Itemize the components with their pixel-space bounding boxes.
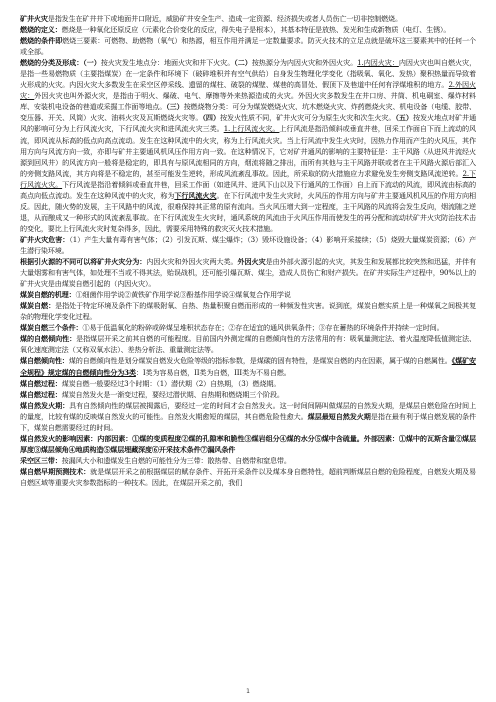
text-run: ①易于低温氧化的粉碎或碎煤呈堆积状态存在；②存在适宜的通风供氧条件；③存在蓄热的环境条件并持续一定时间。 [82, 323, 444, 333]
text-run: 内因火灾也叫自燃火灾，是指一些易燃物质（主要指煤炭）在一定条件和环境下（破碎堆积并有空气供给）自身发生物理化学变化（指吸氧、氧化、发热）聚积热量而导致着火形成的火灾。内因火灾大多数发生在采空区停采线、遗留的煤柱、破裂的煤壁、煤巷的高冒处、假顶下及巷道中任何有浮煤堆积的地方。 [20, 58, 476, 90]
bold-text-run: （五） [395, 113, 413, 123]
text-run: 是由外部火源引起的火灾，其发生和发展都比较突然和迅猛，并伴有大量烟雾和有害气体，如处理不当或不得其法，贻误战机，还可能引爆瓦斯、煤尘，造成人员伤亡和财产损失。在矿井实际生产过程中，90%以上的矿井火灾是由煤炭自燃引起的（内因火灾）。 [20, 257, 476, 289]
text-run: 按燃烧物分类：可分为煤炭燃烧火灾、坑木燃烧火灾、炸药燃烧火灾、机电设备（电缆、胶带、变压器、开关、风筒）火灾、油料火灾及瓦斯燃烧火灾等。 [20, 102, 476, 123]
text-run: 1.内因火灾： [357, 58, 399, 68]
bold-text-run: 根据引火源的不同可以将矿井火灾分为： [20, 257, 147, 267]
text-run: 外因火灾也叫外源火灾，是指由于明火、爆破、电气、摩擦等外来热源造成的火灾。外因火灾多数发生在井口房、井筒、机电硐室、爆炸材料库、安装机电设备的巷道或采掘工作面等地点。 [20, 91, 476, 112]
text-run: 是指处于特定环境及条件下的煤吸附氧、自热、热量积聚自燃而形成的一种频发性灾害。说到底，煤炭自燃实质上是一种煤氧之间极其复杂的物理化学变化过程。 [20, 301, 476, 322]
bold-text-run: 煤层最短自然发火期 [307, 411, 371, 421]
bold-text-run: 采空区三带： [20, 455, 62, 465]
bold-text-run: （二） [234, 58, 252, 68]
text-run: 1.上行风流火灾。 [223, 124, 280, 134]
text-run: ：Ⅰ类为容易自燃，II类为自燃，III类为不易自燃。 [135, 367, 291, 377]
text-run: 就是煤层开采之前根据煤层的赋存条件、开拓开采条件以及煤本身自燃特性，超前判断煤层自燃的危险程度，自燃发火期及易自燃区域等重要火灾参数指标的一种技术。因此，在煤层开采之前，我们 [20, 466, 476, 487]
paragraph [20, 333, 476, 355]
text-run: 内因火灾和外因火灾两大类。 [146, 257, 238, 267]
text-run: 按漏风大小和遗煤发生自燃的可能性分为三带：散热带、自燃带和窒息带。 [61, 455, 291, 465]
text-run: 是指在最有利于煤自燃发展的条件下，煤炭自燃需要经过的时间。 [20, 411, 476, 432]
bold-text-run: 燃烧的定义： [20, 25, 62, 35]
bold-text-run: 矿井火灾 [20, 14, 48, 23]
text-run: 2.下行风流火灾。 [20, 168, 476, 189]
paragraph [20, 24, 476, 35]
text-run: 煤炭自然发火是一渐变过程，要经过潜伏期、自热期和燃烧期三个阶段。 [61, 389, 284, 399]
paragraph [20, 378, 476, 389]
bold-text-run: 煤自然发火的影响因素： [20, 433, 98, 443]
text-run: 在下行风流发生火灾时，通风系统的风流由于火风压作用而使发生的再分配和流动状矿井火灾防治技术击的变化，要比上行风流火灾时复杂得多，因此，需要采用特殊的救灾灭火技术措施。 [20, 212, 476, 233]
text-run: 燃烧三要素：可燃物、助燃物（氧气）和热源，相互作用并满足一定数量要求。防灭火技术的立足点就是破坏这三要素其中的任何一个或全部。 [20, 36, 476, 57]
bold-text-run: 煤炭自燃： [20, 301, 56, 311]
paragraph [20, 400, 476, 433]
paragraph [20, 35, 476, 57]
text-run: 。在下行风流中发生火灾时，火风压的作用方向与矿井主要通风机风压的作用方向相反。因此，随火势的发展，主干风路中的风流，很难保持其正常的原有流向。当火风压增大到一定程度，主干风路的风流将会发生反向，烟流随之逆退，从而酿成又一种形式的风流紊乱事故。 [20, 190, 476, 222]
paragraph [20, 289, 476, 300]
text-run: （1）产生大量有毒有害气体；（2）引发瓦斯、煤尘爆炸；（3）毁坏设施设备；（4）影响开采接续；（5）烧毁大量煤炭资源；（6）产生潜行染环境。 [20, 234, 476, 255]
bold-text-run: 外因火灾 [237, 257, 266, 267]
bold-text-run: 煤炭自燃三个条件： [20, 323, 83, 333]
bold-text-run: 燃烧的分类及形成：（一） [20, 58, 101, 68]
text-run: 燃烧是一种氧化还原反应（元素化合价变化的反应，得失电子是根本），其基本特征是放热、发光和生成新物质（电灯、生锈）。 [61, 25, 451, 35]
text-run: 下行风流是指沿着倾斜或垂直井巷，回采工作面（如进风井、进风下山以及下行通风的工作面）自上而下流动的风流，即风流由标高的高点向低点流动。发生在这种风流中的火灾，称为 [20, 179, 476, 200]
bold-text-run: 燃烧的条件即 [20, 36, 63, 46]
text-run: 具有自然倾向性的煤层被揭露后，要经过一定的时间才会自然发火。这一时间间隔叫做煤层的自然发火期，是煤层自燃危险在时间上的量度，比较有煤的反映煤自然发火的可能性。自然发火期愈短的煤层，其自燃危险性愈大。 [20, 400, 476, 421]
page-number: 1 [246, 688, 250, 695]
paragraph [20, 355, 476, 377]
paragraph [20, 322, 476, 333]
bold-text-run: 下行风流火灾 [174, 190, 217, 200]
bold-text-run: （三） [166, 102, 184, 112]
text-run: 煤炭自燃一般要经过3个时期：（1）潜伏期（2）自热期，（3）燃烧期。 [61, 378, 281, 388]
bold-text-run: 矿井火灾危害： [20, 234, 70, 244]
bold-text-run: 《煤矿安全规程》规定煤的自燃倾向性分为3类 [20, 356, 476, 377]
document-body [20, 13, 476, 681]
text-run: 按发火性质不同，矿井火灾可分为原生火灾和次生火灾。 [219, 113, 396, 123]
text-run: 按发火地点对矿井通风的影响可分为上行风流火灾，下行风流火灾和进风流火灾三类。 [20, 113, 476, 134]
bold-text-run: 煤自燃过程： [20, 389, 62, 399]
paragraph [20, 234, 476, 256]
text-run: 是指发生在矿井井下或地面井口附近，威胁矿井安全生产、造成一定资源、经济损失或者人员伤亡一切非控制燃烧。 [47, 14, 402, 23]
bold-text-run: （四） [202, 113, 220, 123]
text-run: 上行风流是指沿倾斜或垂直井巷，回采工作面自下而上流动的风流，即风流从标高的低点向高点流动。发生在这种风流中的火灾，称为上行风流火灾。当上行风流中发生火灾时，因热力作用而产生的火风压，其作用方向与风流方向一致，亦即与矿井主要通风机风压作用方向一致。在这种情况下，它对矿井通风的影响的主要特征是：主干风路（从进风井流经火源到回风井）的风流方向一般将是稳定的，即具有与原风流相同的方向，烟流将随之排出，而所有其他与主干风路并联或者在主干风路火源后部汇入的旁侧支路风流，其方向将是不稳定的，甚至可能发生逆转，形成风流紊乱事故。因此，所采取的防火措施应力求避免发生旁侧支路风流逆转。 [20, 124, 476, 178]
text-run: 按热源分为内因火灾和外因火灾。 [251, 58, 358, 68]
bold-text-run: 煤的自燃倾向性： [20, 334, 77, 344]
bold-text-run: 煤炭自燃的机理： [20, 290, 76, 300]
bold-text-run: 煤自燃过程： [20, 378, 62, 388]
paragraph [20, 300, 476, 322]
paragraph [20, 57, 476, 234]
paragraph [20, 433, 476, 455]
text-run: 是指煤层开采之前其自燃的可能程度。目前国内外测定煤的自燃倾向性的方法常用的有：吸氧量测定法、着火温度降低值测定法、氧化速度测定法（又称双氧水法）、差热分析法、重量测定法等。 [20, 334, 476, 355]
paragraph [20, 13, 476, 24]
text-run: ①细菌作用学说②黄铁矿作用学说③酚基作用学说④煤氧复合作用学说 [75, 290, 291, 300]
bold-text-run: 煤自然发火期： [20, 400, 70, 410]
text-run: 2.外因火灾： [20, 80, 476, 101]
paragraph [20, 466, 476, 488]
text-run: 按火灾发生地点分：地面火灾和井下火灾。 [100, 58, 235, 68]
bold-text-run: 煤自燃早期预测技术： [20, 466, 91, 476]
bold-text-run: 内部因素：①煤的变质程度②煤的孔隙率和脆性③煤岩组分④煤的水分⑤煤中含硫量。外部因素：①煤中的瓦斯含量②煤层厚度③煤层倾角④地质构造⑤煤层埋藏深度⑥开采技术条件⑦漏风条件 [20, 433, 476, 454]
paragraph [20, 389, 476, 400]
paragraph [20, 256, 476, 289]
text-run: 煤的自燃倾向性是划分煤炭自燃发火危险等级的指标参数，是煤碳的固有特性，是煤炭自燃的内在因素，属于煤的自燃属性。 [68, 356, 452, 366]
paragraph [20, 455, 476, 466]
bold-text-run: 煤自燃倾向性： [20, 356, 69, 366]
